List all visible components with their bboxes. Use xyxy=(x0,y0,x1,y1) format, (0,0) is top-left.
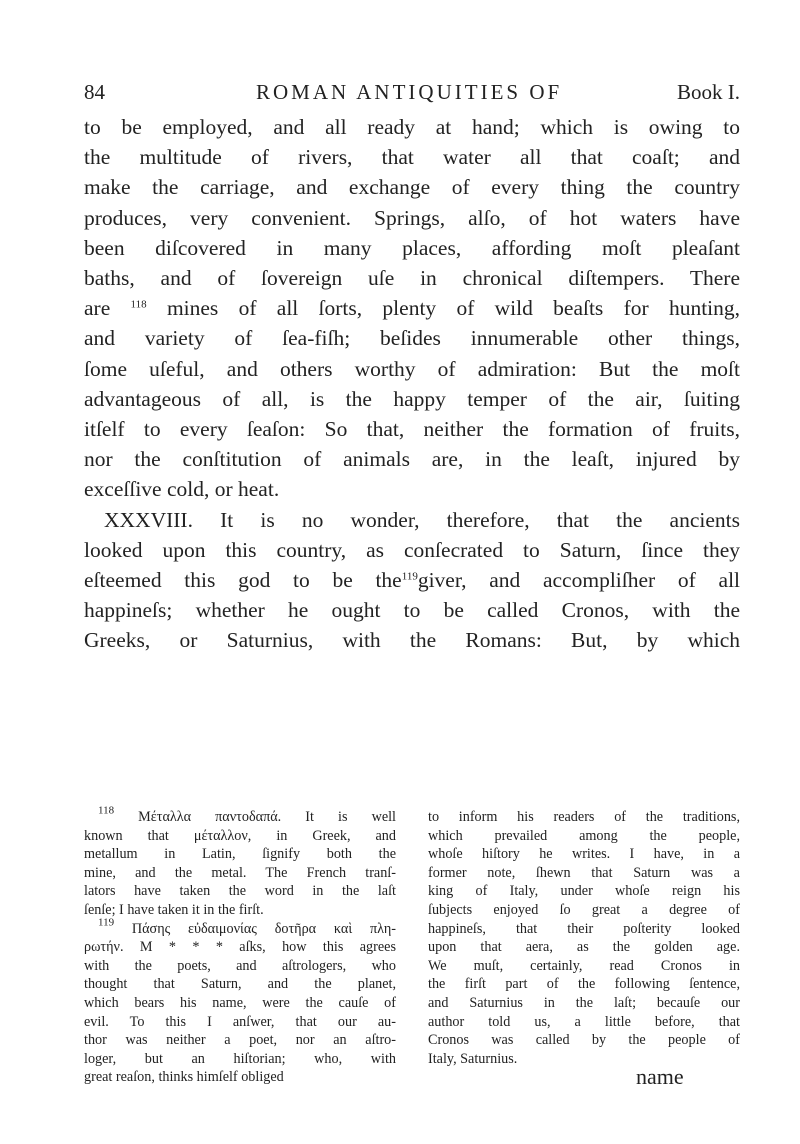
text-line: happineſs; whether he ought to be called Cronos, with the xyxy=(84,598,740,623)
text-line: and variety of ſea-fiſh; beſides innumerable other things, xyxy=(84,326,740,351)
footnote-line: former note, ſhewn that Saturn was a xyxy=(428,864,740,881)
section-heading-line: XXXVIII. It is no wonder, therefore, that the ancients xyxy=(104,507,740,532)
catchword: name xyxy=(636,1064,684,1089)
footnote-marker-119: 119 xyxy=(98,915,115,928)
footnote-line: ſubjects enjoyed ſo great a degree of xyxy=(428,901,740,918)
main-text xyxy=(84,112,740,656)
text-line: exceſſive cold, or heat. xyxy=(84,477,280,502)
text-line: advantageous of all, is the happy temper of the air, ſuiting xyxy=(84,386,740,411)
text-line: been diſcovered in many places, affording moſt pleaſant xyxy=(84,235,740,260)
text-fragment: giver, and accompliſher of all xyxy=(417,568,741,593)
text-line: Greeks, or Saturnius, with the Romans: But, by which xyxy=(84,628,740,653)
text-line xyxy=(84,293,740,323)
footnote-line: and Saturnius in the laſt; becauſe our xyxy=(428,994,740,1011)
text-line: make the carriage, and exchange of every thing the country xyxy=(84,175,740,200)
page-number: 84 xyxy=(84,80,105,104)
footnote-line: happineſs, that their poſterity looked xyxy=(428,920,740,937)
footnote-line: to inform his readers of the traditions, xyxy=(428,809,740,825)
text-line: baths, and of ſovereign uſe in chronical diſtempers. There xyxy=(84,266,740,291)
footnote-line: mine, and the metal. The French tranſ- xyxy=(84,864,396,881)
footnote-line: $^{118}$ Μέταλλα παντοδαπά. It is well xyxy=(98,804,396,825)
book-label: Book I. xyxy=(677,80,740,104)
footnote-line: which bears his name, were the cauſe of xyxy=(84,994,396,1011)
footnote-ref-118[interactable]: 118 xyxy=(130,298,147,311)
footnote-line: which prevailed among the people, xyxy=(428,827,740,844)
footnote-line: whoſe hiſtory he writes. I have, in a xyxy=(428,846,740,863)
text-line: produces, very convenient. Springs, alſo, of hot waters have xyxy=(84,205,740,230)
running-title: ROMAN ANTIQUITIES OF xyxy=(256,80,563,104)
footnotes-left-column xyxy=(84,804,397,1087)
footnotes xyxy=(84,804,740,1108)
footnotes-right-column xyxy=(428,808,740,1068)
footnote-line: Italy, Saturnius. xyxy=(428,1050,518,1067)
footnote-line: with the poets, and aſtrologers, who xyxy=(84,957,396,974)
footnote-line: the firſt part of the following ſentence, xyxy=(428,976,740,993)
footnote-ref-119[interactable]: 119 xyxy=(401,570,418,583)
text-line xyxy=(84,565,740,595)
footnote-line: lators have taken the word in the laſt xyxy=(84,883,396,900)
text-fragment: eſteemed this god to be the xyxy=(84,568,402,593)
footnote-line: $^{119}$ Πάσης εὐδαιμονίας δοτῆρα καὶ πλη- xyxy=(98,915,397,937)
text-fragment: mines of all ſorts, plenty of wild beaſts for hunting, xyxy=(166,296,741,321)
text-line: nor the conſtitution of animals are, in the leaſt, injured by xyxy=(84,447,740,472)
footnote-line: loger, but an hiſtorian; who, with xyxy=(84,1050,396,1067)
text-line: itſelf to every ſeaſon: So that, neither the formation of fruits, xyxy=(84,417,740,442)
footnote-line: thought that Saturn, and the planet, xyxy=(84,976,396,993)
text-line: ſome uſeful, and others worthy of admiration: But the moſt xyxy=(84,356,740,381)
footnote-line: upon that aera, as the golden age. xyxy=(428,939,740,956)
footnote-line: ρωτήν. M * * * aſks, how this agrees xyxy=(84,939,396,956)
footnote-line: ſenſe; I have taken it in the firſt. xyxy=(84,901,264,918)
footnote-line: We muſt, certainly, read Cronos in xyxy=(428,957,740,974)
footnote-line: known that μέταλλον, in Greek, and xyxy=(84,827,396,844)
footnote-marker-118: 118 xyxy=(98,804,115,817)
running-head xyxy=(84,80,740,110)
footnote-line: evil. To this I anſwer, that our au- xyxy=(84,1013,396,1030)
text-line: the multitude of rivers, that water all that coaſt; and xyxy=(84,145,740,170)
text-fragment: are xyxy=(84,296,111,321)
footnote-line: author told us, a little before, that xyxy=(428,1013,740,1030)
text-line: looked upon this country, as conſecrated to Saturn, ſince they xyxy=(84,537,740,562)
footnote-line: thor was neither a poet, nor an aſtro- xyxy=(84,1032,396,1049)
footnote-line: Cronos was called by the people of xyxy=(428,1032,740,1049)
text-line: to be employed, and all ready at hand; which is owing to xyxy=(84,115,740,139)
footnote-line: great reaſon, thinks himſelf obliged xyxy=(84,1069,284,1086)
footnote-line: king of Italy, under whoſe reign his xyxy=(428,883,740,900)
footnote-line: metallum in Latin, ſignify both the xyxy=(84,846,396,863)
